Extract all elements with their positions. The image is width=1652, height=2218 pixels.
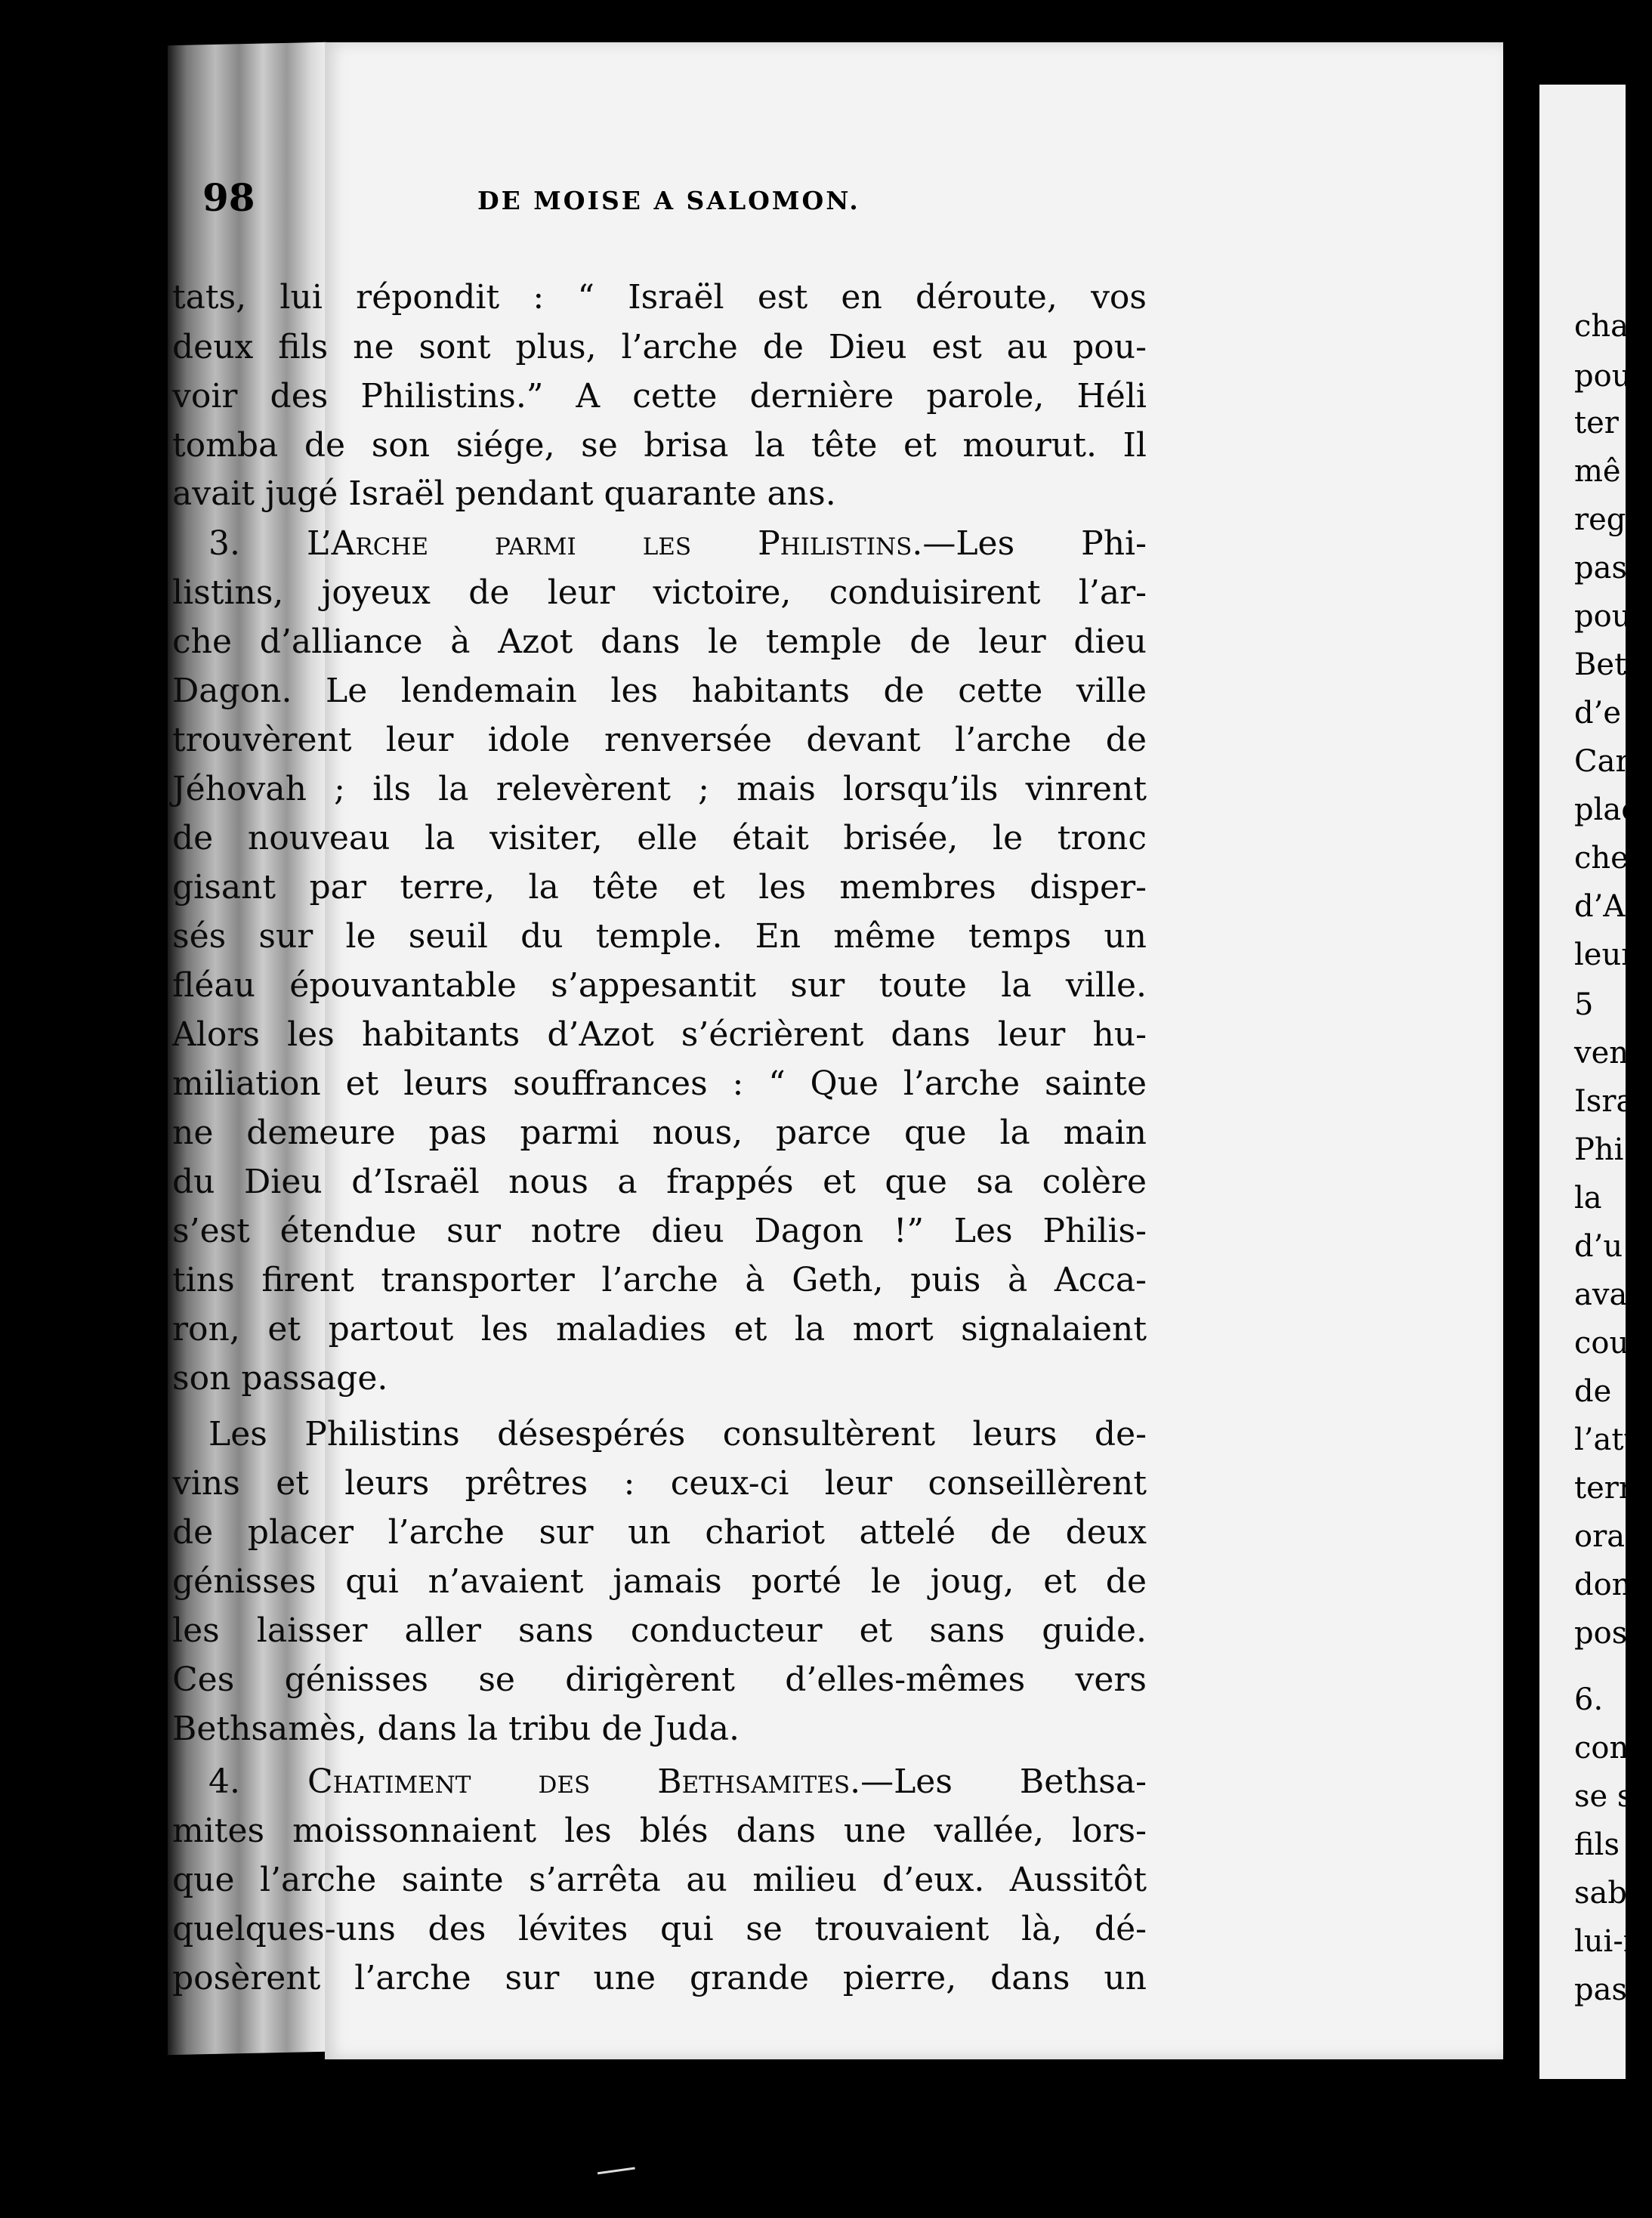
fragment-line: d’u [1574, 1229, 1623, 1264]
fragment-line: mê [1574, 454, 1621, 489]
body-line: Bethsamès, dans la tribu de Juda. [172, 1710, 740, 1748]
fragment-line: donn [1574, 1568, 1651, 1602]
body-line: de placer l’arche sur un chariot attelé de deux [172, 1513, 1147, 1552]
body-line: mites moissonnaient les blés dans une vallée, lors- [172, 1812, 1147, 1850]
adjacent-page-fragment [1539, 85, 1652, 2079]
body-line: sés sur le seuil du temple. En même temps un [172, 917, 1147, 956]
body-line: voir des Philistins.” A cette dernière parole, Héli [172, 377, 1147, 415]
body-line: de nouveau la visiter, elle était brisée, le tronc [172, 819, 1147, 857]
fragment-line: poss [1574, 1616, 1643, 1651]
body-line: quelques-uns des lévites qui se trouvaient là, dé- [172, 1910, 1147, 1948]
fragment-line: plac [1574, 792, 1638, 827]
body-line: che d’alliance à Azot dans le temple de leur dieu [172, 622, 1147, 661]
section-heading-line [172, 524, 1147, 563]
fragment-line: ven [1574, 1036, 1629, 1070]
fragment-line: la [1574, 1181, 1602, 1216]
body-line: posèrent l’arche sur une grande pierre, dans un [172, 1959, 1147, 1997]
body-line: fléau épouvantable s’appesantit sur toute la ville. [172, 966, 1147, 1005]
body-line: Jéhovah ; ils la relevèrent ; mais lorsqu’ils vinrent [172, 770, 1147, 808]
section-number: 3. [208, 524, 240, 563]
fragment-line: pou [1574, 599, 1632, 634]
body-line: Dagon. Le lendemain les habitants de cette ville [172, 672, 1147, 710]
body-line: trouvèrent leur idole renversée devant l’arche de [172, 721, 1147, 759]
fragment-line: Isra [1574, 1084, 1635, 1119]
body-line: génisses qui n’avaient jamais porté le joug, et de [172, 1562, 1147, 1601]
body-line: Alors les habitants d’Azot s’écrièrent dans leur hu- [172, 1015, 1147, 1054]
fragment-line: de [1574, 1374, 1612, 1409]
section-heading-line [172, 1762, 1147, 1801]
fragment-line: d’e [1574, 696, 1621, 731]
section-heading: Chatiment des Bethsamites. [307, 1762, 861, 1801]
running-head: DE MOISE A SALOMON. [477, 186, 860, 215]
fragment-line: terr [1574, 1471, 1633, 1506]
body-line: du Dieu d’Israël nous a frappés et que sa colère [172, 1163, 1147, 1201]
fragment-line: d’A [1574, 889, 1626, 924]
fragment-line: Car [1574, 744, 1630, 779]
fragment-line: avai [1574, 1277, 1638, 1312]
fragment-line: cour [1574, 1326, 1644, 1361]
section-first-line-rest: —Les Phi- [922, 524, 1147, 563]
body-line: avait jugé Israël pendant quarante ans. [172, 474, 836, 513]
fragment-line: sabé [1574, 1876, 1645, 1911]
body-line: s’est étendue sur notre dieu Dagon !” Les Philis- [172, 1212, 1147, 1250]
fragment-line: pas l [1574, 1972, 1647, 2007]
body-line: deux fils ne sont plus, l’arche de Dieu est au pou- [172, 328, 1147, 366]
fragment-line: l’att [1574, 1423, 1636, 1457]
body-line: Ces génisses se dirigèrent d’elles-mêmes vers [172, 1660, 1147, 1699]
body-line: listins, joyeux de leur victoire, conduisirent l’ar- [172, 573, 1147, 612]
fragment-line: pou [1574, 359, 1632, 394]
fragment-line: ter [1574, 406, 1619, 440]
fragment-line: fils [1574, 1827, 1620, 1862]
page-number: 98 [202, 175, 255, 220]
body-line: tomba de son siége, se brisa la tête et mourut. Il [172, 426, 1147, 465]
body-line: miliation et leurs souffrances : “ Que l’arche sainte [172, 1064, 1147, 1103]
section-first-line-rest: —Les Bethsa- [860, 1762, 1147, 1801]
fragment-line: cont [1574, 1731, 1641, 1765]
fragment-line: Phi [1574, 1132, 1624, 1167]
fragment-line: cha [1574, 309, 1629, 344]
fragment-line: orag [1574, 1519, 1644, 1554]
body-line: tins firent transporter l’arche à Geth, puis à Acca- [172, 1261, 1147, 1299]
body-line: les laisser aller sans conducteur et sans guide. [172, 1611, 1147, 1650]
body-line: vins et leurs prêtres : ceux-ci leur conseillèrent [172, 1464, 1147, 1503]
body-line: ron, et partout les maladies et la mort signalaient [172, 1310, 1147, 1348]
fragment-line: se s [1574, 1779, 1633, 1814]
fragment-line: lui-m [1574, 1924, 1652, 1959]
fragment-line: Bet [1574, 647, 1627, 682]
body-line: son passage. [172, 1359, 388, 1398]
body-line: Les Philistins désespérés consultèrent leurs de- [208, 1415, 1147, 1453]
body-line: gisant par terre, la tête et les membres disper- [172, 868, 1147, 907]
body-line: que l’arche sainte s’arrêta au milieu d’eux. Aussitôt [172, 1861, 1147, 1899]
fragment-line: 6. [1574, 1682, 1604, 1717]
body-line: ne demeure pas parmi nous, parce que la main [172, 1114, 1147, 1152]
section-heading: L’Arche parmi les Philistins. [306, 524, 923, 563]
body-line: tats, lui répondit : “ Israël est en déroute, vos [172, 278, 1147, 317]
fragment-line: che [1574, 841, 1629, 876]
fragment-line: pas [1574, 551, 1627, 585]
fragment-line: leur [1574, 938, 1636, 972]
fragment-line: 5 [1574, 987, 1594, 1022]
section-number: 4. [208, 1762, 240, 1801]
fragment-line: reg [1574, 502, 1626, 537]
